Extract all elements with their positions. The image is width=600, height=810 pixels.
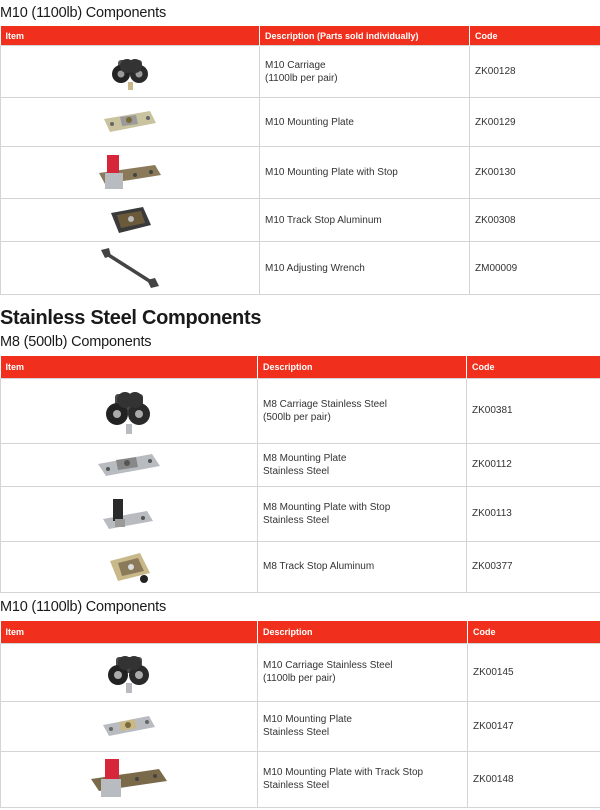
item-image-cell — [1, 378, 258, 443]
table-row — [1, 643, 600, 701]
item-image-cell — [1, 147, 260, 199]
item-code: ZK00130 — [470, 147, 600, 199]
item-description: M10 Track Stop Aluminum — [265, 214, 382, 226]
column-header-code: Code — [468, 621, 600, 643]
item-code: ZK00381 — [467, 378, 600, 443]
column-header-item: Item — [1, 356, 258, 378]
track-stop-icon — [1, 203, 259, 237]
item-code: ZK00145 — [468, 643, 600, 701]
item-description-cell — [258, 751, 468, 807]
item-description-cell — [260, 98, 470, 147]
item-description-cell — [258, 378, 467, 443]
parts-table-m10-stainless — [0, 621, 600, 808]
mounting-plate-icon — [1, 711, 257, 741]
column-header-item: Item — [1, 26, 260, 46]
mounting-plate-stop-icon — [1, 755, 257, 803]
wrench-icon — [1, 246, 259, 290]
item-code: ZK00113 — [467, 486, 600, 541]
section-title-stainless: Stainless Steel Components — [0, 307, 262, 329]
table-row — [1, 98, 600, 147]
section-title-m8: M8 (500lb) Components — [0, 334, 152, 350]
track-stop-icon — [1, 547, 257, 587]
item-code: ZK00377 — [467, 541, 600, 592]
table-row — [1, 46, 600, 98]
item-image-cell — [1, 46, 260, 98]
item-description: M10 Carriage — [265, 59, 326, 71]
item-image-cell — [1, 98, 260, 147]
table-row — [1, 199, 600, 242]
item-description-cell — [260, 147, 470, 199]
table-row — [1, 541, 600, 592]
item-image-cell — [1, 701, 258, 751]
item-description-detail: (500lb per pair) — [263, 411, 331, 423]
item-description-cell — [258, 443, 467, 486]
item-description-detail: (1100lb per pair) — [265, 72, 338, 84]
item-image-cell — [1, 643, 258, 701]
item-description-detail: Stainless Steel — [263, 780, 330, 791]
mounting-plate-icon — [1, 448, 257, 482]
parts-table-m8 — [0, 356, 600, 593]
item-description-cell — [258, 643, 468, 701]
carriage-wheel-icon — [1, 386, 257, 436]
section-title-m10-stainless: M10 (1100lb) Components — [0, 599, 167, 615]
item-description: M8 Mounting Plate with Stop — [263, 501, 391, 513]
column-header-code: Code — [470, 26, 600, 46]
item-code: ZK00129 — [470, 98, 600, 147]
item-description-detail: Stainless Steel — [263, 727, 330, 738]
item-image-cell — [1, 486, 258, 541]
item-description-detail: Stainless Steel — [263, 514, 330, 526]
table-row — [1, 701, 600, 751]
item-description-cell — [260, 46, 470, 98]
mounting-plate-icon — [1, 107, 259, 137]
item-description-cell — [258, 701, 468, 751]
table-header-row — [1, 621, 600, 643]
item-code: ZK00148 — [468, 751, 600, 807]
table-row — [1, 147, 600, 199]
carriage-wheel-icon — [1, 52, 259, 92]
mounting-plate-stop-icon — [1, 491, 257, 537]
item-description: M8 Track Stop Aluminum — [263, 561, 375, 572]
item-image-cell — [1, 751, 258, 807]
column-header-item: Item — [1, 621, 258, 643]
item-description-cell — [260, 199, 470, 242]
column-header-code: Code — [467, 356, 600, 378]
item-description: M10 Carriage Stainless Steel — [263, 660, 393, 671]
item-description-cell — [258, 486, 467, 541]
item-description: M10 Mounting Plate — [263, 714, 352, 725]
parts-table-m10 — [0, 26, 600, 295]
table-row — [1, 242, 600, 295]
table-header-row — [1, 356, 600, 378]
column-header-description: Description (Parts sold individually) — [260, 26, 470, 46]
item-image-cell — [1, 541, 258, 592]
item-description: M8 Carriage Stainless Steel — [263, 398, 387, 410]
section-title-m10: M10 (1100lb) Components — [0, 5, 167, 21]
item-description: M10 Mounting Plate with Track Stop — [263, 767, 424, 778]
table-row — [1, 486, 600, 541]
table-row — [1, 378, 600, 443]
item-code: ZK00112 — [467, 443, 600, 486]
table-row — [1, 443, 600, 486]
item-code: ZM00009 — [470, 242, 600, 295]
carriage-wheel-icon — [1, 649, 257, 695]
item-code: ZK00308 — [470, 199, 600, 242]
item-description-cell — [260, 242, 470, 295]
item-description: M10 Mounting Plate with Stop — [265, 167, 398, 178]
item-image-cell — [1, 242, 260, 295]
table-row — [1, 751, 600, 807]
column-header-description: Description — [258, 621, 468, 643]
item-image-cell — [1, 443, 258, 486]
item-description: M8 Mounting Plate — [263, 452, 347, 464]
item-description: M10 Adjusting Wrench — [265, 262, 365, 274]
column-header-description: Description — [258, 356, 467, 378]
item-description-cell — [258, 541, 467, 592]
mounting-plate-stop-icon — [1, 151, 259, 195]
item-description: M10 Mounting Plate — [265, 116, 354, 128]
item-code: ZK00128 — [470, 46, 600, 98]
table-header-row — [1, 26, 600, 46]
item-description-detail: Stainless Steel — [263, 465, 330, 477]
item-description-detail: (1100lb per pair) — [263, 673, 336, 684]
item-image-cell — [1, 199, 260, 242]
item-code: ZK00147 — [468, 701, 600, 751]
